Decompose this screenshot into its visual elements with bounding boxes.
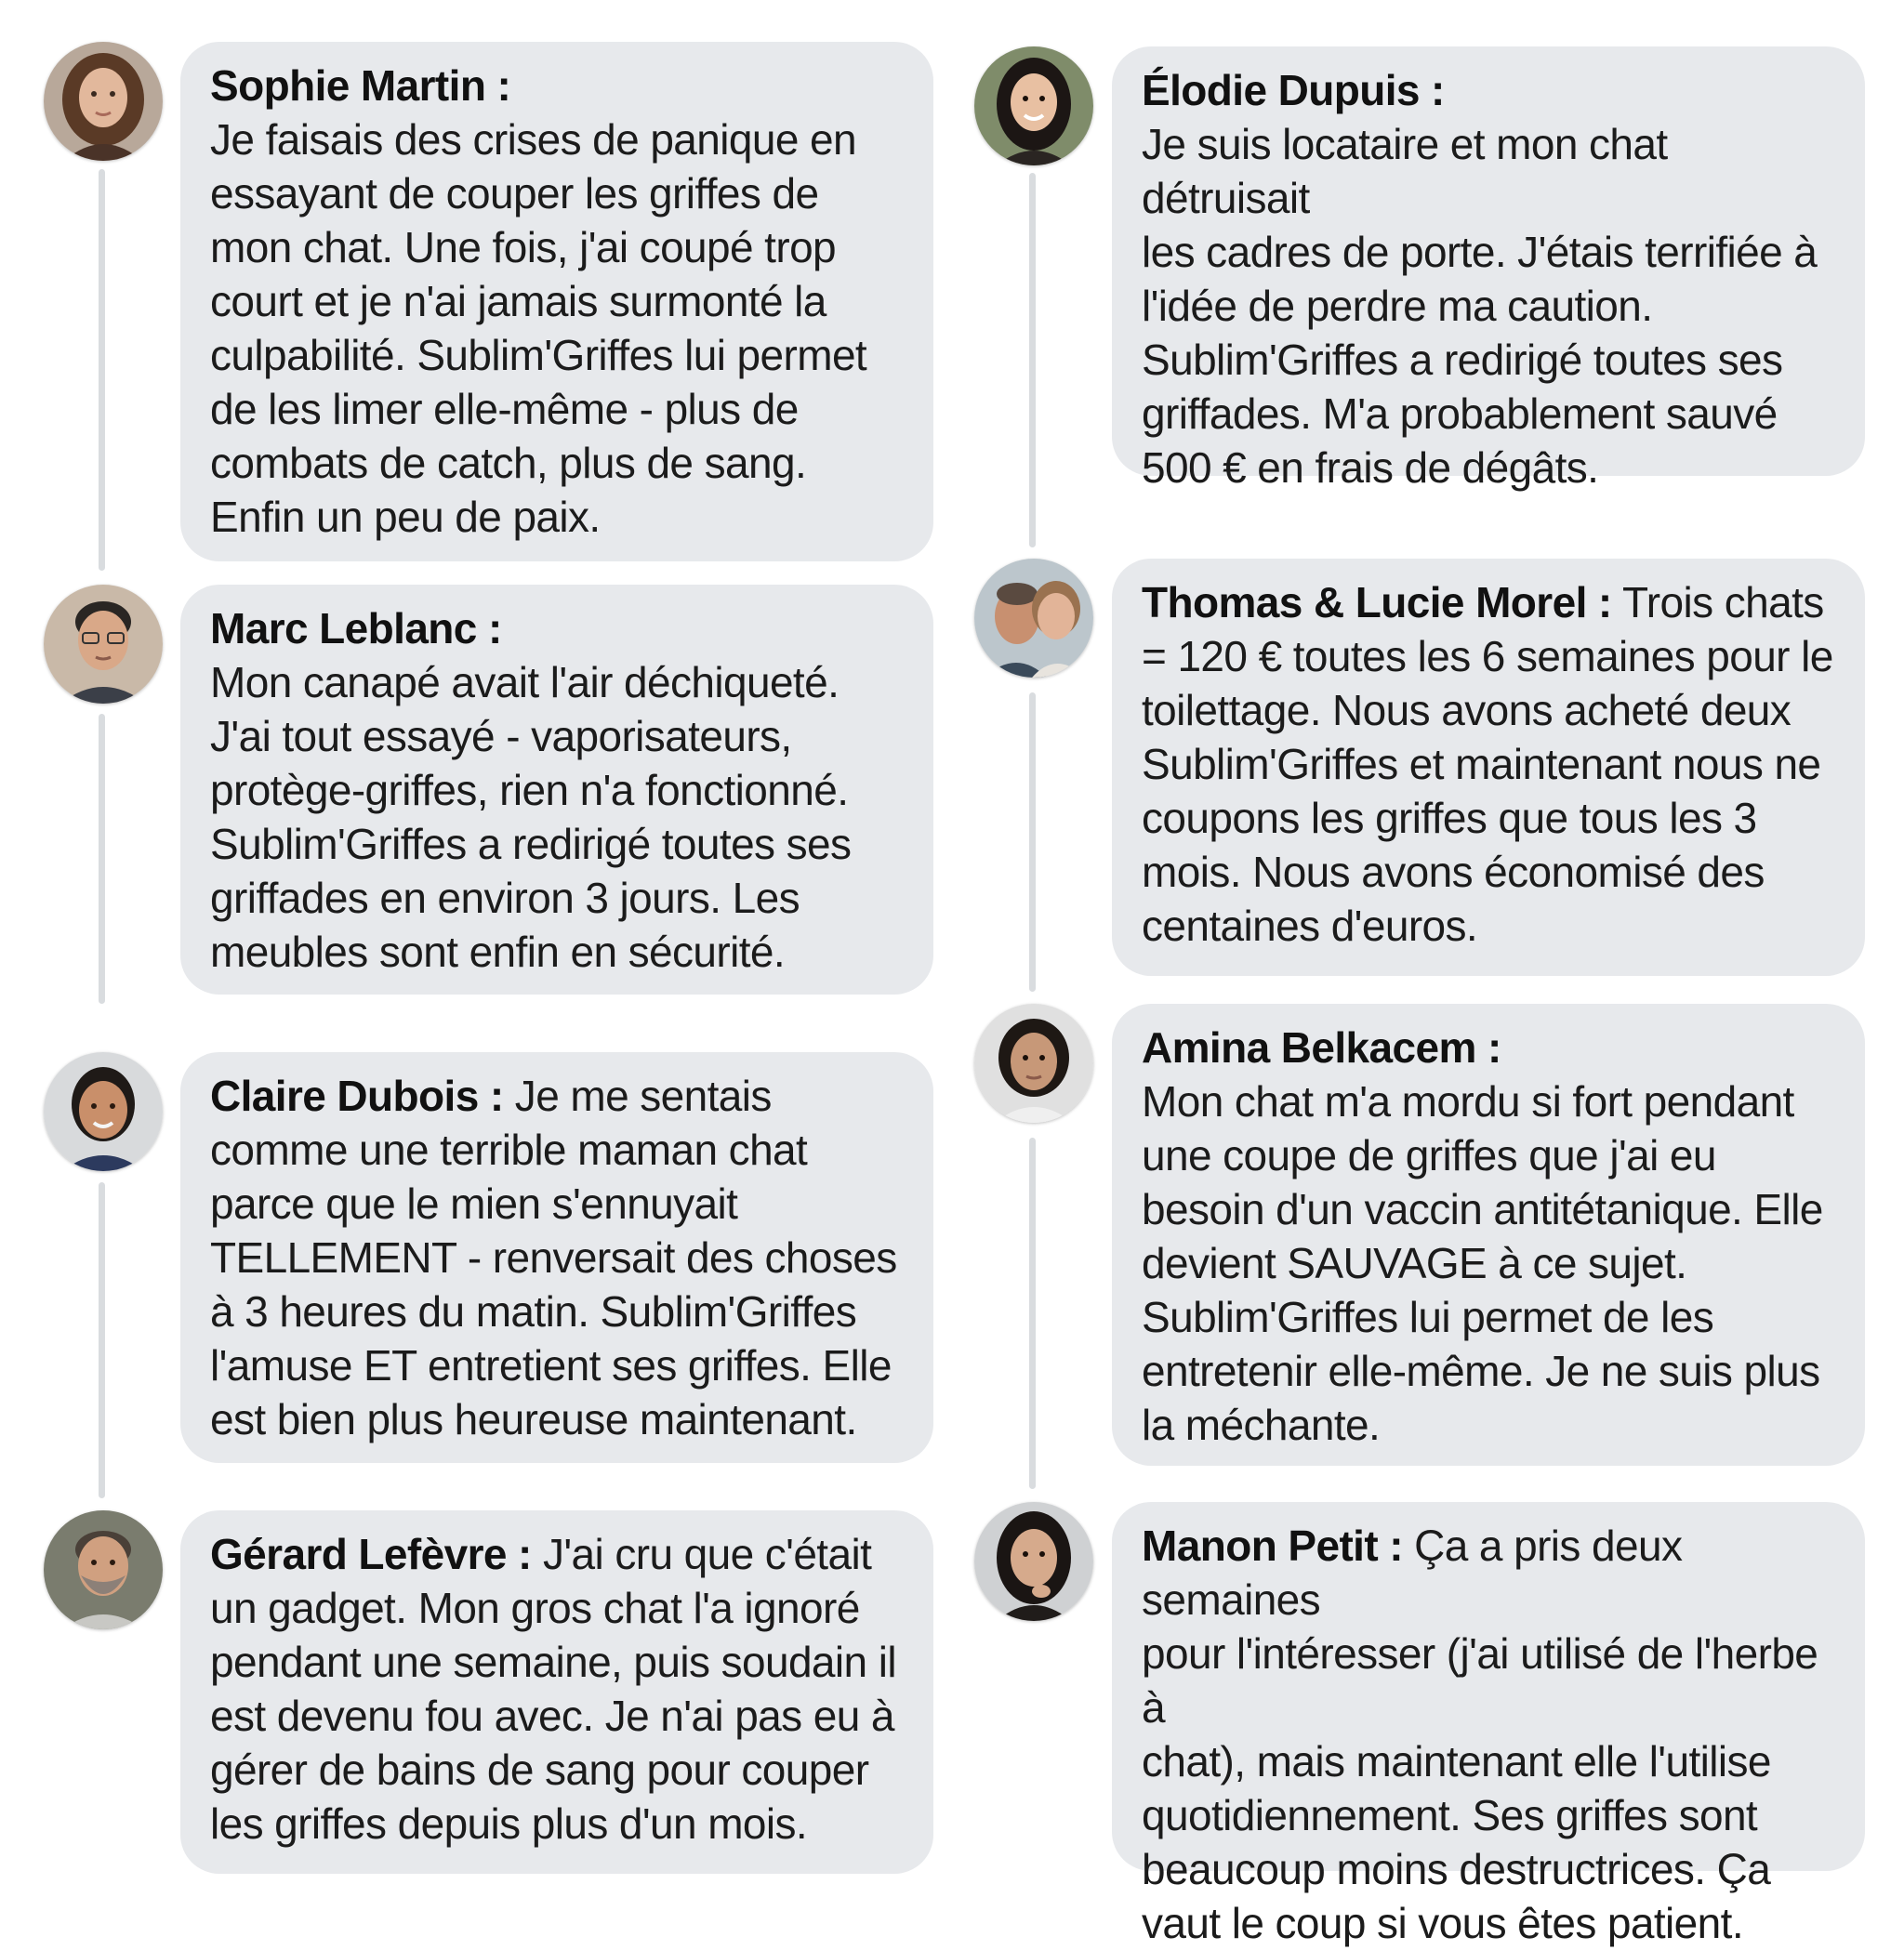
person-icon xyxy=(44,1052,163,1171)
avatar xyxy=(974,46,1093,165)
thread-line xyxy=(99,714,105,1004)
person-icon xyxy=(44,585,163,704)
thread-line xyxy=(99,1182,105,1498)
person-icon xyxy=(974,1004,1093,1123)
testimonial-author: Thomas & Lucie Morel : xyxy=(1142,578,1612,626)
testimonial-text: Ça a pris deux semaines pour l'intéresser (j'ai utilisé de l'herbe à chat), mais maintenant elle l'utilise quotidiennement. Ses griffes sont beaucoup moins destructrices. Ça vaut le coup si vous êtes patient. xyxy=(1142,1522,1818,1947)
person-icon xyxy=(44,42,163,161)
person-icon xyxy=(974,1502,1093,1621)
testimonial-text: Mon canapé avait l'air déchiqueté. J'ai tout essayé - vaporisateurs, protège-griffes, rien n'a fonctionné. Sublim'Griffes a redirigé toutes ses griffades en environ 3 jours. Les meubles sont enfin en sécurité. xyxy=(210,658,852,976)
testimonial-bubble xyxy=(1112,46,1865,492)
avatar xyxy=(44,585,163,704)
testimonials-column-left xyxy=(0,0,930,1904)
testimonial-text: Trois chats = 120 € toutes les 6 semaines pour le toilettage. Nous avons acheté deux Sublim'Griffes et maintenant nous ne coupons les griffes que tous les 3 mois. Nous avons économisé des centaines d'euros. xyxy=(1142,578,1833,950)
testimonial-bubble xyxy=(180,42,933,561)
testimonial-bubble xyxy=(180,1510,933,1874)
avatar xyxy=(974,1004,1093,1123)
testimonial-text: Je suis locataire et mon chat détruisait les cadres de porte. J'étais terrifiée à l'idée de perdre ma caution. Sublim'Griffes a redirigé toutes ses griffades. M'a probablement sauvé 500 € en frais de dégâts. xyxy=(1142,120,1818,492)
testimonial-text: J'ai cru que c'était un gadget. Mon gros chat l'a ignoré pendant une semaine, puis soudain il est devenu fou avec. Je n'ai pas eu à gérer de bains de sang pour couper les griffes depuis plus d'un mois. xyxy=(210,1530,896,1848)
testimonial-text: Mon chat m'a mordu si fort pendant une coupe de griffes que j'ai eu besoin d'un vaccin antitétanique. Elle devient SAUVAGE à ce sujet. Sublim'Griffes lui permet de les entretenir elle-même. Je ne suis plus la méchante. xyxy=(1142,1077,1823,1449)
testimonial-author: Manon Petit : xyxy=(1142,1522,1403,1570)
testimonial-bubble xyxy=(1112,1502,1865,1947)
testimonials-column-right xyxy=(930,0,1859,1947)
testimonial-author: Marc Leblanc : xyxy=(210,604,502,652)
testimonial-text: Je faisais des crises de panique en essayant de couper les griffes de mon chat. Une fois, j'ai coupé trop court et je n'ai jamais surmonté la culpabilité. Sublim'Griffes lui permet de les limer elle-même - plus de combats de catch, plus de sang. Enfin un peu de paix. xyxy=(210,115,867,541)
testimonial-author: Sophie Martin : xyxy=(210,61,511,110)
testimonial-author: Élodie Dupuis : xyxy=(1142,66,1445,114)
person-icon xyxy=(974,46,1093,165)
avatar xyxy=(974,559,1093,678)
testimonial-text: Je me sentais comme une terrible maman chat parce que le mien s'ennuyait TELLEMENT - renversait des choses à 3 heures du matin. Sublim'Griffes l'amuse ET entretient ses griffes. Elle est bien plus heureuse maintenant. xyxy=(210,1072,897,1443)
thread-line xyxy=(1029,173,1036,547)
thread-line xyxy=(99,169,105,571)
testimonial-bubble xyxy=(180,585,933,995)
avatar xyxy=(974,1502,1093,1621)
avatar xyxy=(44,1052,163,1171)
avatar xyxy=(44,1510,163,1629)
testimonial-bubble xyxy=(180,1052,933,1463)
people-icon xyxy=(974,559,1093,678)
thread-line xyxy=(1029,692,1036,992)
testimonial-bubble xyxy=(1112,1004,1865,1466)
testimonial-bubble xyxy=(1112,559,1865,976)
testimonial-author: Amina Belkacem : xyxy=(1142,1023,1501,1072)
avatar xyxy=(44,42,163,161)
thread-line xyxy=(1029,1138,1036,1489)
person-icon xyxy=(44,1510,163,1629)
testimonial-author: Gérard Lefèvre : xyxy=(210,1530,532,1578)
testimonial-author: Claire Dubois : xyxy=(210,1072,504,1120)
